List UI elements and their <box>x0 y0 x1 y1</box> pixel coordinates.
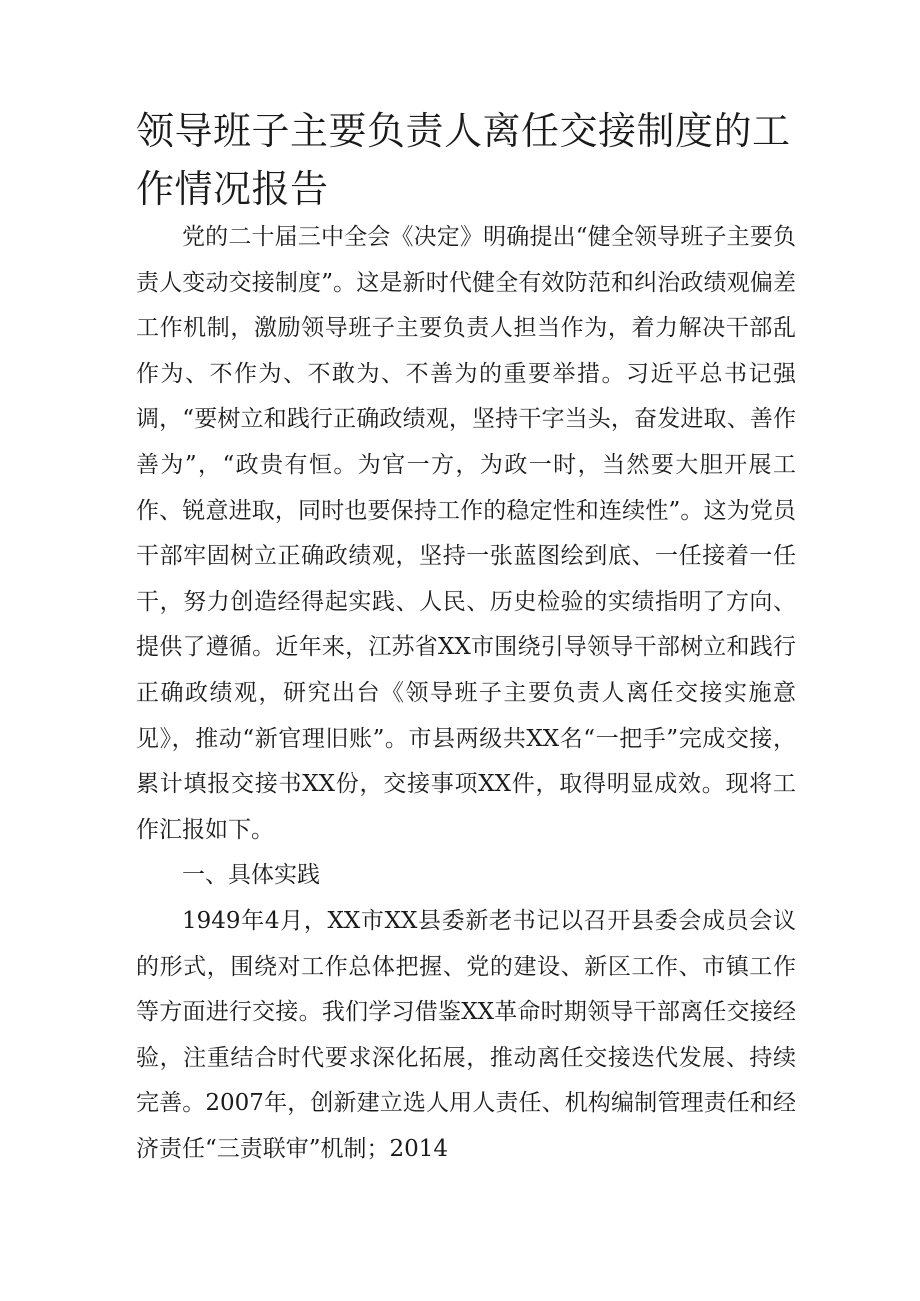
section-paragraph: 1949年4月，XX市XX县委新老书记以召开县委会成员会议的形式，围绕对工作总体把握、党的建设、新区工作、市镇工作等方面进行交接。我们学习借鉴XX革命时期领导干部离任交接经验，注重结合时代要求深化拓展，推动离任交接迭代发展、持续完善。2007年，创新建立选人用人责任、机构编制管理责任和经济责任“三责联审”机制；2014 <box>136 907 796 1162</box>
document-title: 领导班子主要负责人离任交接制度的工作情况报告 <box>136 109 791 211</box>
document-body <box>136 215 796 1172</box>
body-paragraph: 党的二十届三中全会《决定》明确提出“健全领导班子主要负责人变动交接制度”。这是新时代健全有效防范和纠治政绩观偏差工作机制，激励领导班子主要负责人担当作为，着力解决干部乱作为、不作为、不敢为、不善为的重要举措。习近平总书记强调，“要树立和践行正确政绩观，坚持干字当头，奋发进取、善作善为”，“政贵有恒。为官一方，为政一时，当然要大胆开展工作、锐意进取，同时也要保持工作的稳定性和连续性”。这为党员干部牢固树立正确政绩观，坚持一张蓝图绘到底、一任接着一任干，努力创造经得起实践、人民、历史检验的实绩指明了方向、提供了遵循。近年来，江苏省XX市围绕引导领导干部树立和践行正确政绩观，研究出台《领导班子主要负责人离任交接实施意见》，推动“新官理旧账”。市县两级共XX名“一把手”完成交接，累计填报交接书XX份，交接事项XX件，取得明显成效。现将工作汇报如下。 <box>136 224 796 843</box>
section-heading: 一、具体实践 <box>182 862 320 889</box>
